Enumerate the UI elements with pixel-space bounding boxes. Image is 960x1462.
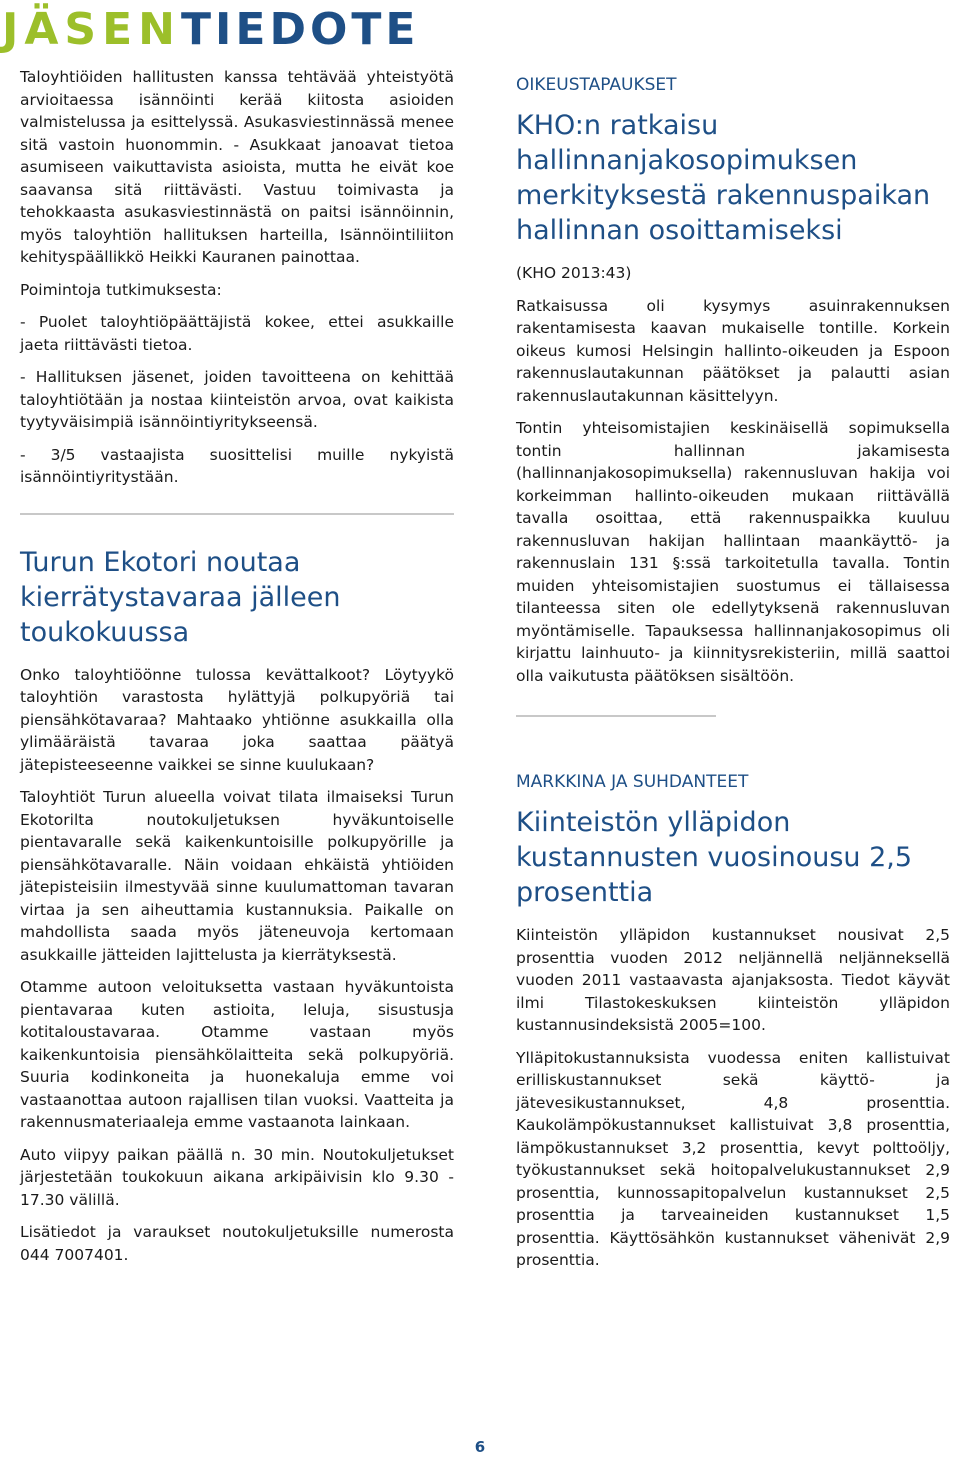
ekotori-article [20,545,454,1267]
intro-paragraph: Taloyhtiöiden hallitusten kanssa tehtävää yhteistyötä arvioitaessa isännöinti kerää kiitosta asioiden valmistelussa ja esittelyssä. Asukasviestinnässä menee sitä vastoin huonommin. - Asukkaat janoavat tietoa asumiseen vaikuttavista asioista, mutta he eivät koe saavansa sitä riittävästi. Vastuu toimivasta ja tehokkaasta asukasviestinnästä on paitsi isännöinnin, myös taloyhtiön hallituksen harteilla, Isännöintiliiton kehityspäällikkö Heikki Kauranen painottaa. [20,68,454,266]
article-headline: Kiinteistön ylläpidon kustannusten vuosinousu 2,5 prosenttia [516,807,913,908]
left-column [20,66,454,1276]
intro-section [20,66,454,489]
article-paragraph: Otamme autoon veloituksetta vastaan hyväkuntoista pientavaraa kuten astioita, leluja, sisustusja kotitaloustavaraa. Otamme vastaan myös kaikenkuntoisia piensähkölaitteita sekä polkupyöriä. Suuria kodinkoneita ja huonekaluja emme voi vastaanottaa autoon rajallisen tilan vuoksi. Vaatteita ja rakennusmateriaaleja emme vastaanota lainkaan. [20,978,454,1131]
page-number: 6 [474,1438,486,1456]
article-paragraph: Ratkaisussa oli kysymys asuinrakennuksen rakentamisesta kaavan mukaiselle tontille. Korkein oikeus kumosi Helsingin hallinto-oikeuden ja Espoon rakennuslautakunnan päätökset ja palautti asian rakennuslautakunnan käsittelyyn. [516,296,950,405]
article-paragraph: Lisätiedot ja varaukset noutokuljetuksille numerosta 044 7007401. [20,1223,454,1264]
section-kicker: OIKEUSTAPAUKSET [516,75,677,95]
section-divider [20,513,454,515]
article-paragraph: Taloyhtiöt Turun alueella voivat tilata ilmaiseksi Turun Ekotorilta noutokuljetuksen hyväkuntoiselle pientavaralle sekä kaikenkuntoisille polkupyörille ja piensähkötavaralle. Näin voidaan ehkäistä yhtiöiden jätepisteisiin ilmestyvää sinne kuulumattoman tavaran virtaa ja sen aiheuttamia kustannuksia. Paikalle on mahdollista saada myös jäteneuvoja kertomaan asukkaille jätteiden lajittelusta ja kierrätyksestä. [20,788,454,964]
article-headline: Turun Ekotori noutaa kierrätystavaraa jälleen toukokuussa [20,546,341,648]
market-section [516,771,950,1272]
section-kicker: MARKKINA JA SUHDANTEET [516,772,749,792]
bullet-paragraph: - Hallituksen jäsenet, joiden tavoitteena on kehittää taloyhtiötään ja nostaa kiinteistön arvoa, ovat kaikista tyytyväisimpiä isännöintiyritykseensä. [20,368,454,431]
case-reference: (KHO 2013:43) [516,264,632,282]
article-paragraph: Ylläpitokustannuksista vuodessa eniten kallistuivat erilliskustannukset sekä käyttö- ja jätevesikustannukset, 4,8 prosenttia. Kaukolämpökustannukset kallistuivat 3,8 prosenttia, lämpökustannukset 3,2 prosenttia, kevyt polttoöljy, työkustannukset sekä hoitopalvelukustannukset 2,9 prosenttia, kunnossapitopalvelun kustannukset 2,5 prosenttia ja tarveaineiden kustannukset 1,5 prosenttia. Käyttösähkön kustannukset vähenivät 2,9 prosenttia. [516,1048,950,1269]
bullet-paragraph: - 3/5 vastaajista suosittelisi muille nykyistä isännöintiyritystään. [20,445,454,486]
right-column [516,66,950,1282]
article-paragraph: Kiinteistön ylläpidon kustannukset nousivat 2,5 prosenttia vuoden 2012 neljännellä neljänneksellä vuoden 2011 vastaavasta ajanjaksosta. Tiedot käyvät ilmi Tilastokeskuksen kiinteistön ylläpidon kustannusindeksistä 2005=100. [516,926,950,1034]
article-paragraph: Tontin yhteisomistajien keskinäisellä sopimuksella tontin hallinnan jakamisesta (hallinnanjakosopimuksella) rakennusluvan hakija voi korkeimman hallinto-oikeuden mukaan riittävällä tavalla osoittaa, että rakennuspaikka kuuluu rakennusluvan hakijan hallintaan maankäyttö- ja rakennuslain 131 §:ssä tarkoitetulla tavalla. Tontin muiden yhteisomistajien suostumus ei tällaisessa tilanteessa siten ole edellytyksenä rakennusluvan myöntämiselle. Tapauksessa hallinnanjakosopimus oli kirjattu lainhuuto- ja kiinnitysrekisteriin, millä saattoi olla vaikutusta päätöksen sisältöön. [516,419,950,685]
section-divider [516,715,716,717]
masthead-part2: TIEDOTE [181,4,420,55]
article-paragraph: Auto viipyy paikan päällä n. 30 min. Noutokuljetukset järjestetään toukokuun aikana arkipäivisin klo 9.30 - 17.30 välillä. [20,1145,454,1209]
intro-paragraph: Poimintoja tutkimuksesta: [20,280,222,299]
masthead-logo [2,4,419,56]
article-headline: KHO:n ratkaisu hallinnanjakosopimuksen merkityksestä rakennuspaikan hallinnan osoittamiseksi [516,110,931,246]
legal-case-section [516,74,950,687]
masthead-part1: JÄSEN [2,4,181,55]
article-paragraph: Onko taloyhtiöönne tulossa kevättalkoot? Löytyykö taloyhtiön varastosta hylättyjä polkupyöriä tai piensähkötavaraa? Mahtaako yhtiönne asukkailla olla ylimääräistä tavaraa joka saattaa päätyä jätepisteeseenne vaikkei se sinne kuulukaan? [20,665,454,774]
bullet-paragraph: - Puolet taloyhtiöpäättäjistä kokee, ettei asukkaille jaeta riittävästi tietoa. [20,313,454,354]
